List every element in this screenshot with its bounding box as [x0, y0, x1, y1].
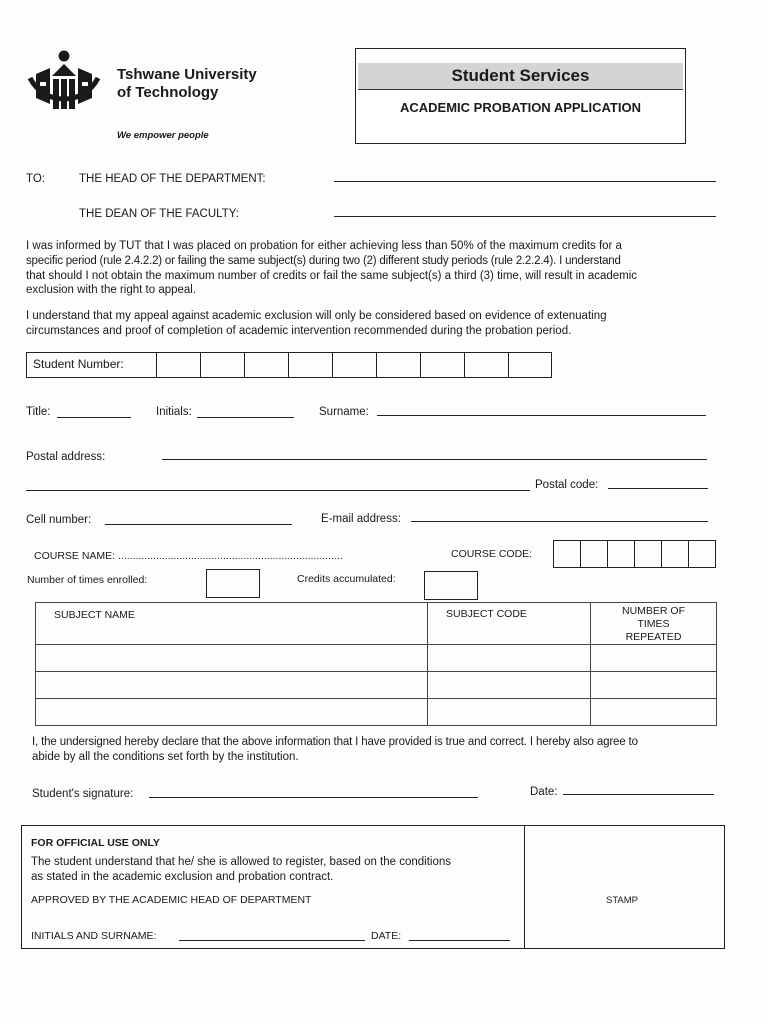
official-heading: FOR OFFICIAL USE ONLY — [31, 837, 160, 849]
student-number-digit-box[interactable] — [508, 353, 551, 377]
official-use-box — [21, 825, 725, 949]
head-of-department-field[interactable] — [334, 181, 716, 182]
cell-number-field[interactable] — [105, 524, 292, 525]
table-row — [36, 699, 717, 726]
subject-code-header: SUBJECT CODE — [428, 603, 591, 645]
course-code-box[interactable] — [634, 541, 661, 567]
student-number-digit-box[interactable] — [420, 353, 464, 377]
table-row — [36, 645, 717, 672]
university-logo-icon — [22, 48, 106, 128]
times-repeated-cell[interactable] — [591, 699, 717, 726]
university-name-line1: Tshwane University — [117, 66, 257, 83]
course-name-label: COURSE NAME: ............................................................................. — [34, 550, 343, 562]
postal-address-field-line1[interactable] — [162, 459, 707, 460]
course-code-box[interactable] — [607, 541, 634, 567]
date-field[interactable] — [563, 794, 714, 795]
course-code-box[interactable] — [580, 541, 607, 567]
title-field[interactable] — [57, 417, 131, 418]
initials-surname-label: INITIALS AND SURNAME: — [31, 930, 157, 942]
appeal-line-2: circumstances and proof of completion of academic intervention recommended during the probation period. — [26, 324, 572, 337]
initials-field[interactable] — [197, 417, 294, 418]
probation-line-2: specific period (rule 2.4.2.2) or failing the same subject(s) during two (2) different study periods (rule 2.2.2.4). I understand — [26, 254, 621, 267]
student-number-digit-box[interactable] — [200, 353, 244, 377]
appeal-line-1: I understand that my appeal against academic exclusion will only be considered based on evidence of extenuating — [26, 310, 607, 322]
course-code-boxes — [553, 540, 716, 568]
form-title: ACADEMIC PROBATION APPLICATION — [400, 100, 641, 115]
times-repeated-cell[interactable] — [591, 672, 717, 699]
declaration-line-2: abide by all the conditions set forth by the institution. — [32, 750, 299, 763]
email-address-label: E-mail address: — [321, 513, 401, 525]
initials-surname-field[interactable] — [179, 940, 365, 941]
student-number-digit-box[interactable] — [464, 353, 508, 377]
university-logo — [22, 48, 106, 132]
postal-code-field[interactable] — [608, 488, 708, 489]
subject-name-cell[interactable] — [36, 672, 428, 699]
official-date-label: DATE: — [371, 930, 402, 942]
table-header-row — [36, 603, 717, 645]
official-date-field[interactable] — [409, 940, 510, 941]
subjects-table — [35, 602, 717, 726]
initials-label: Initials: — [156, 406, 192, 418]
date-label: Date: — [530, 786, 558, 798]
student-number-digit-box[interactable] — [156, 353, 200, 377]
dean-of-faculty-label: THE DEAN OF THE FACULTY: — [79, 208, 239, 220]
signature-field[interactable] — [149, 797, 478, 798]
tagline: We empower people — [117, 130, 209, 141]
official-text — [31, 855, 521, 884]
subject-code-cell[interactable] — [428, 699, 591, 726]
times-repeated-cell[interactable] — [591, 645, 717, 672]
probation-line-1: I was informed by TUT that I was placed on probation for either achieving less than 50% of the maximum credits for a — [26, 240, 622, 252]
title-label: Title: — [26, 406, 51, 418]
subject-name-cell[interactable] — [36, 699, 428, 726]
surname-field[interactable] — [377, 415, 706, 416]
subject-code-cell[interactable] — [428, 645, 591, 672]
probation-statement — [26, 239, 726, 298]
course-code-label: COURSE CODE: — [451, 548, 533, 560]
email-address-field[interactable] — [411, 521, 708, 522]
course-code-box[interactable] — [661, 541, 688, 567]
surname-label: Surname: — [319, 406, 369, 418]
student-number-digit-box[interactable] — [244, 353, 288, 377]
dean-of-faculty-field[interactable] — [334, 216, 716, 217]
stamp-divider — [524, 826, 525, 948]
postal-address-field-line2[interactable] — [26, 490, 530, 491]
to-label: TO: — [26, 173, 45, 185]
official-text-line-1: The student understand that he/ she is allowed to register, based on the conditions — [31, 856, 452, 868]
declaration — [32, 735, 732, 765]
approved-label: APPROVED BY THE ACADEMIC HEAD OF DEPARTMENT — [31, 894, 312, 906]
signature-label: Student's signature: — [32, 788, 134, 800]
probation-line-3: that should I not obtain the maximum number of credits or fail the same subject(s) a third (3) time, will result in academic — [26, 269, 638, 282]
official-text-line-2: as stated in the academic exclusion and probation contract. — [31, 870, 334, 883]
student-number-label: Student Number: — [33, 357, 124, 371]
form-title-box — [355, 48, 686, 144]
credits-accumulated-label: Credits accumulated: — [297, 573, 396, 585]
head-of-department-label: THE HEAD OF THE DEPARTMENT: — [79, 173, 266, 185]
cell-number-label: Cell number: — [26, 514, 92, 526]
table-row — [36, 672, 717, 699]
university-name-line2: of Technology — [117, 84, 219, 101]
subject-name-header: SUBJECT NAME — [36, 603, 428, 645]
student-number-row — [26, 352, 552, 378]
subject-code-cell[interactable] — [428, 672, 591, 699]
credits-accumulated-box[interactable] — [424, 571, 478, 600]
student-number-digit-box[interactable] — [332, 353, 376, 377]
times-enrolled-box[interactable] — [206, 569, 260, 598]
subject-name-cell[interactable] — [36, 645, 428, 672]
stamp-label: STAMP — [606, 895, 639, 906]
times-repeated-header: NUMBER OF TIMES REPEATED — [591, 603, 717, 645]
student-number-digit-box[interactable] — [288, 353, 332, 377]
appeal-statement — [26, 309, 726, 339]
service-title: Student Services — [358, 63, 683, 90]
course-code-box[interactable] — [688, 541, 715, 567]
times-enrolled-label: Number of times enrolled: — [27, 574, 148, 586]
student-number-digit-box[interactable] — [376, 353, 420, 377]
probation-line-4: exclusion with the right to appeal. — [26, 284, 197, 297]
postal-code-label: Postal code: — [535, 479, 599, 491]
postal-address-label: Postal address: — [26, 451, 106, 463]
declaration-line-1: I, the undersigned hereby declare that the above information that I have provided is true and correct. I hereby also agree to — [32, 736, 638, 748]
course-code-box[interactable] — [554, 541, 580, 567]
